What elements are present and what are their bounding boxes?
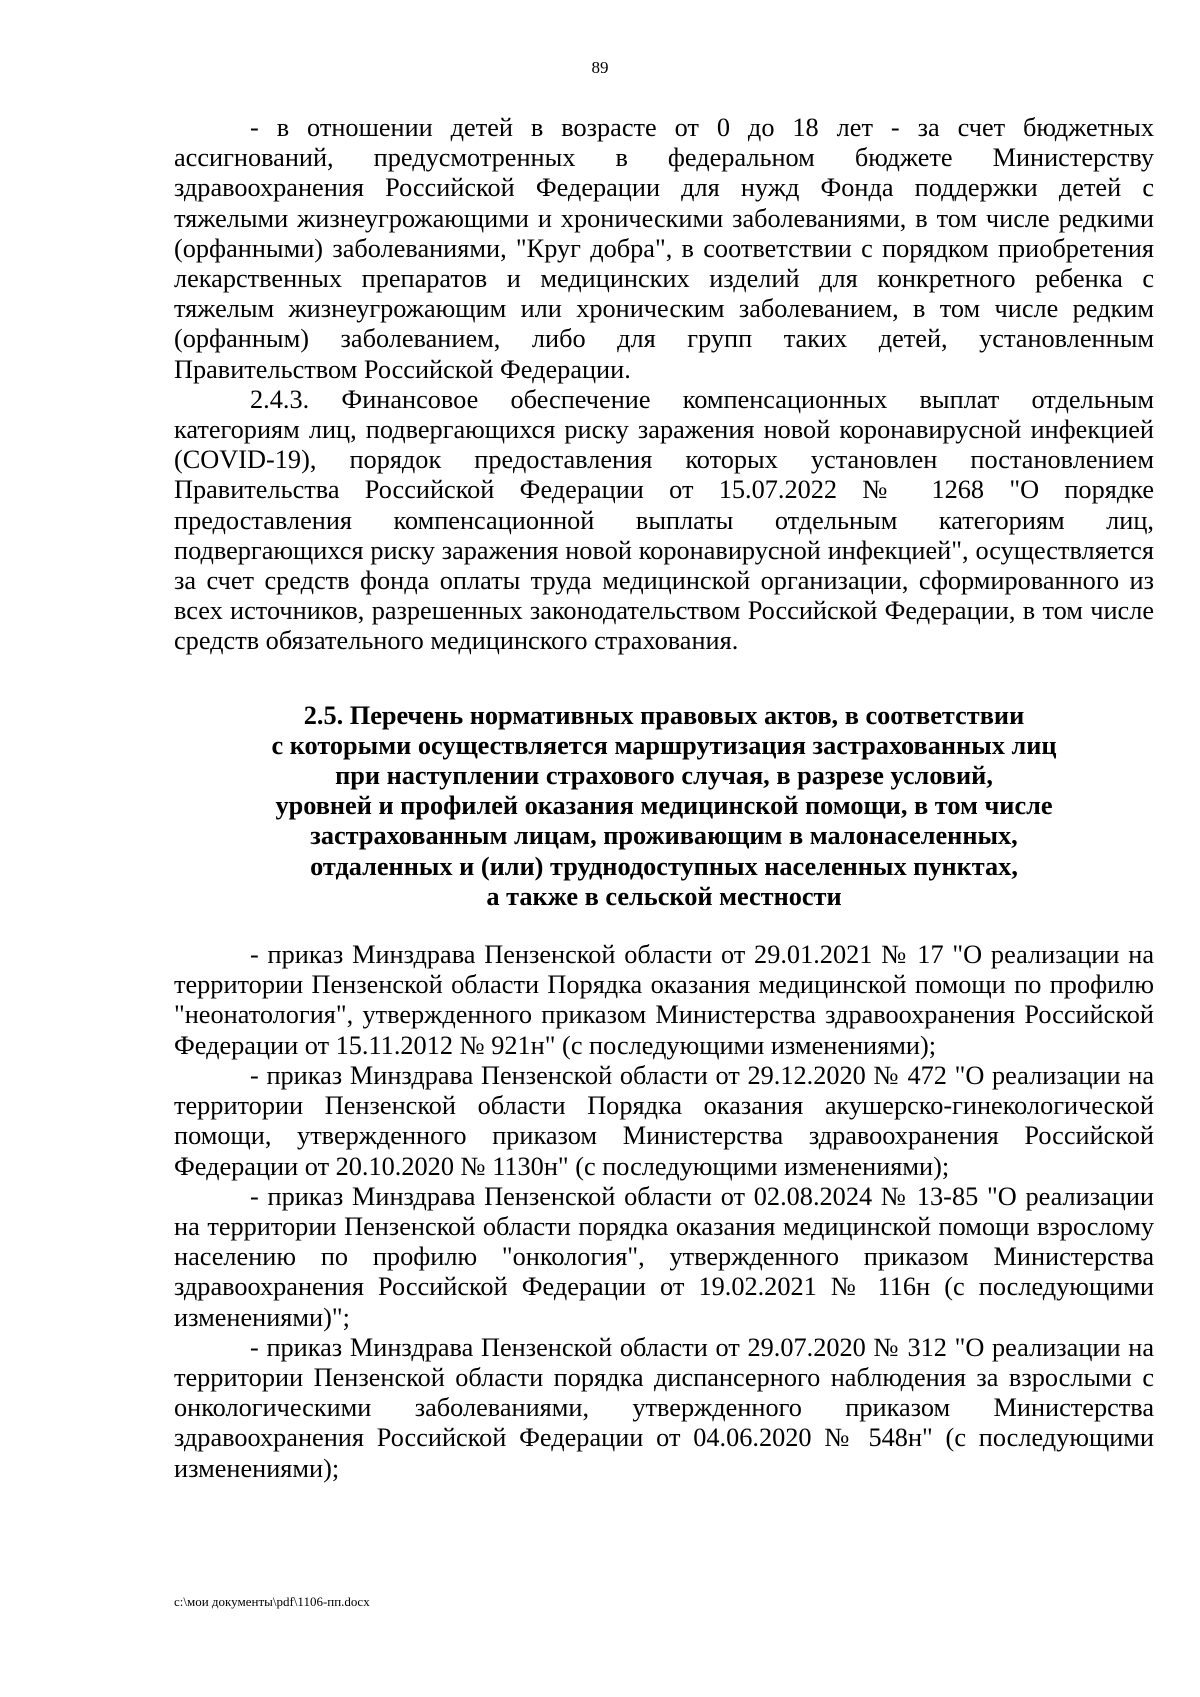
heading-line: с которыми осуществляется маршрутизация застрахованных лиц — [271, 730, 1057, 760]
heading-line: уровней и профилей оказания медицинской помощи, в том числе — [275, 791, 1053, 821]
heading-line: застрахованным лицам, проживающим в малонаселенных, — [310, 821, 1018, 851]
list-item-order-312: - приказ Минздрава Пензенской области от 29.07.2020 № 312 "О реализации на территории Пензенской области порядка диспансерного наблюдения за взрослыми с онкологическими заболеваниями, утвержденного приказом Министерства здравоохранения Российской Федерации от 04.06.2020 № 548н" (с последующими изменениями); — [174, 1332, 1154, 1483]
list-item-order-472: - приказ Минздрава Пензенской области от 29.12.2020 № 472 "О реализации на территории Пензенской области Порядка оказания акушерско-гинекологической помощи, утвержденного приказом Министерства здравоохранения Российской Федерации от 20.10.2020 № 1130н" (с последующими изменениями); — [174, 1060, 1154, 1181]
heading-line: 2.5. Перечень нормативных правовых актов, в соответствии — [303, 700, 1025, 730]
list-item-order-13-85: - приказ Минздрава Пензенской области от 02.08.2024 № 13-85 "О реализации на территории Пензенской области порядка оказания медицинской помощи взрослому населению по профилю "онкология", утвержденного приказом Министерства здравоохранения Российской Федерации от 19.02.2021 № 116н (с последующими изменениями)"; — [174, 1181, 1154, 1332]
paragraph-2-4-3: 2.4.3. Финансовое обеспечение компенсационных выплат отдельным категориям лиц, подвергающихся риску заражения новой коронавирусной инфекцией (COVID-19), порядок предоставления которых установлен постановлением Правительства Российской Федерации от 15.07.2022 № 1268 "О порядке предоставления компенсационной выплаты отдельным категориям лиц, подвергающихся риску заражения новой коронавирусной инфекцией", осуществляется за счет средств фонда оплаты труда медицинской организации, сформированного из всех источников, разрешенных законодательством Российской Федерации, в том числе средств обязательного медицинского страхования. — [174, 384, 1154, 656]
section-heading-2-5 — [174, 701, 1154, 912]
file-path-footer: c:\мои документы\pdf\1106-пп.docx — [174, 1594, 370, 1609]
list-item-order-17: - приказ Минздрава Пензенской области от 29.01.2021 № 17 "О реализации на территории Пензенской области Порядка оказания медицинской помощи по профилю "неонатология", утвержденного приказом Министерства здравоохранения Российской Федерации от 15.11.2012 № 921н" (с последующими изменениями); — [174, 940, 1154, 1060]
heading-line: отдаленных и (или) труднодоступных населенных пунктах, — [310, 851, 1018, 881]
paragraph-children-funding: - в отношении детей в возрасте от 0 до 18 лет - за счет бюджетных ассигнований, предусмотренных в федеральном бюджете Министерству здравоохранения Российской Федерации для нужд Фонда поддержки детей с тяжелыми жизнеугрожающими и хроническими заболеваниями, в том числе редкими (орфанными) заболеваниями, "Круг добра", в соответствии с порядком приобретения лекарственных препаратов и медицинских изделий для конкретного ребенка с тяжелым жизнеугрожающим или хроническим заболеванием, в том числе редким (орфанным) заболеванием, либо для групп таких детей, установленным Правительством Российской Федерации. — [174, 113, 1154, 384]
document-body — [174, 113, 1154, 1484]
heading-line: а также в сельской местности — [486, 881, 842, 911]
heading-line: при наступлении страхового случая, в разрезе условий, — [335, 761, 993, 791]
page-number: 89 — [591, 58, 609, 77]
